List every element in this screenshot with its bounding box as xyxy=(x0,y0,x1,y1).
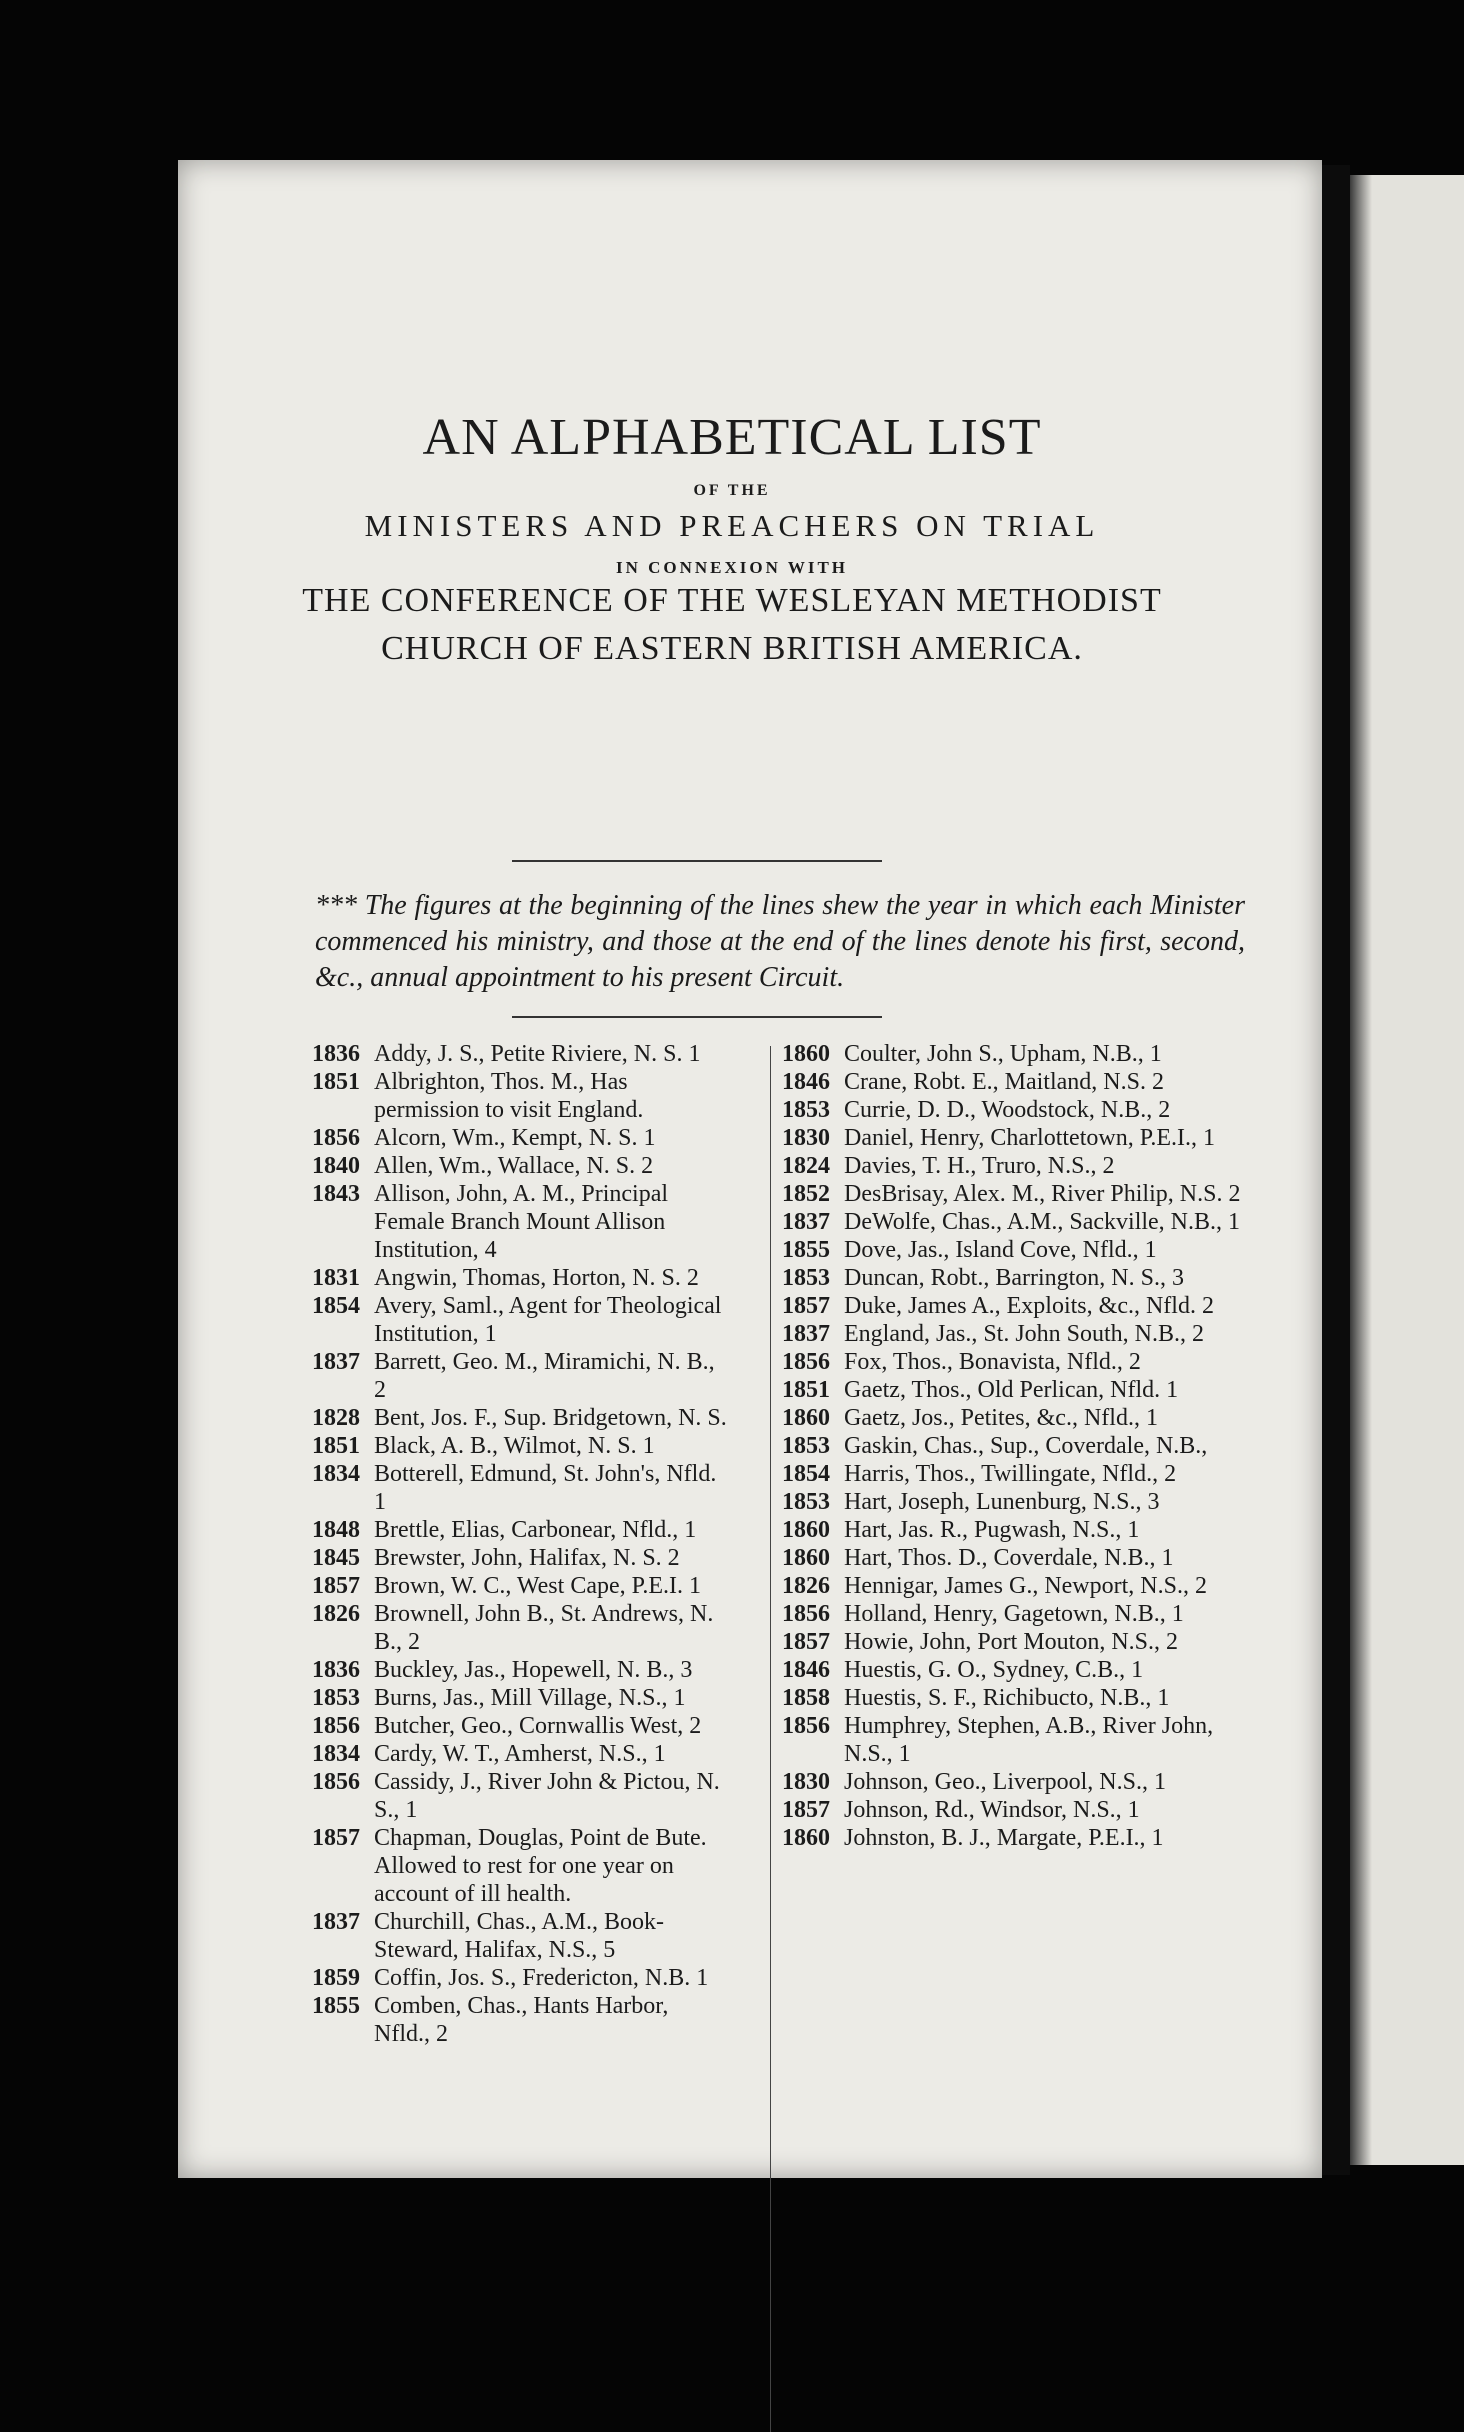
entry-year: 1851 xyxy=(312,1433,360,1459)
entry-year: 1857 xyxy=(782,1293,830,1319)
entry-year: 1851 xyxy=(312,1069,360,1095)
entry-year: 1837 xyxy=(312,1909,360,1935)
list-item xyxy=(782,1068,1258,1096)
conference-line-1: THE CONFERENCE OF THE WESLEYAN METHODIST xyxy=(302,582,1162,619)
list-item xyxy=(782,1516,1258,1544)
list-item xyxy=(782,1404,1258,1432)
entry-text: Crane, Robt. E., Maitland, N.S. 2 xyxy=(844,1069,1164,1095)
entry-text: DeWolfe, Chas., A.M., Sackville, N.B., 1 xyxy=(844,1209,1241,1235)
entry-text: Addy, J. S., Petite Riviere, N. S. 1 xyxy=(374,1041,701,1067)
top-rule xyxy=(512,860,882,862)
connexion-line: IN CONNEXION WITH xyxy=(615,558,849,577)
entry-year: 1837 xyxy=(312,1349,360,1375)
entry-year: 1837 xyxy=(782,1321,830,1347)
entry-year: 1857 xyxy=(782,1797,830,1823)
entry-text: Brettle, Elias, Carbonear, Nfld., 1 xyxy=(374,1517,697,1543)
entry-text: Butcher, Geo., Cornwallis West, 2 xyxy=(374,1713,702,1739)
list-item xyxy=(782,1264,1258,1292)
entry-year: 1836 xyxy=(312,1657,360,1683)
entry-year: 1840 xyxy=(312,1153,360,1179)
entry-text: Hart, Joseph, Lunenburg, N.S., 3 xyxy=(844,1489,1160,1515)
entry-year: 1856 xyxy=(782,1349,830,1375)
of-the-line: OF THE xyxy=(693,482,771,499)
entry-year: 1836 xyxy=(312,1041,360,1067)
entry-year: 1830 xyxy=(782,1125,830,1151)
entry-text: Currie, D. D., Woodstock, N.B., 2 xyxy=(844,1097,1171,1123)
list-item xyxy=(782,1460,1258,1488)
entry-year: 1859 xyxy=(312,1965,360,1991)
list-item xyxy=(782,1208,1258,1236)
entry-text: Davies, T. H., Truro, N.S., 2 xyxy=(844,1153,1115,1179)
entry-year: 1854 xyxy=(782,1461,830,1487)
entry-text: Johnson, Geo., Liverpool, N.S., 1 xyxy=(844,1769,1166,1795)
entry-text: Humphrey, Stephen, A.B., River John, N.S., 1 xyxy=(844,1713,1214,1767)
list-item xyxy=(312,1124,728,1152)
entry-year: 1843 xyxy=(312,1181,360,1207)
entry-year: 1860 xyxy=(782,1545,830,1571)
list-item xyxy=(782,1376,1258,1404)
column-divider xyxy=(770,1046,771,2432)
entry-text: Bent, Jos. F., Sup. Bridgetown, N. S. xyxy=(374,1405,727,1431)
list-item xyxy=(782,1320,1258,1348)
entry-text: Brownell, John B., St. Andrews, N. B., 2 xyxy=(374,1601,714,1655)
entry-text: Holland, Henry, Gagetown, N.B., 1 xyxy=(844,1601,1184,1627)
entry-year: 1824 xyxy=(782,1153,830,1179)
list-item xyxy=(782,1796,1258,1824)
entry-text: Brewster, John, Halifax, N. S. 2 xyxy=(374,1545,680,1571)
entry-year: 1853 xyxy=(782,1265,830,1291)
bottom-rule xyxy=(512,1016,882,1018)
list-item xyxy=(782,1600,1258,1628)
entry-text: Albrighton, Thos. M., Has permission to visit England. xyxy=(374,1069,644,1123)
entry-text: Johnson, Rd., Windsor, N.S., 1 xyxy=(844,1797,1140,1823)
list-item xyxy=(312,1572,728,1600)
entry-text: DesBrisay, Alex. M., River Philip, N.S. 2 xyxy=(844,1181,1241,1207)
list-item xyxy=(312,1964,728,1992)
list-item xyxy=(312,1908,728,1964)
entry-year: 1845 xyxy=(312,1545,360,1571)
entry-year: 1858 xyxy=(782,1685,830,1711)
list-item xyxy=(782,1124,1258,1152)
entry-text: Coffin, Jos. S., Fredericton, N.B. 1 xyxy=(374,1965,709,1991)
entry-text: Howie, John, Port Mouton, N.S., 2 xyxy=(844,1629,1179,1655)
entry-text: Fox, Thos., Bonavista, Nfld., 2 xyxy=(844,1349,1141,1375)
entry-text: Harris, Thos., Twillingate, Nfld., 2 xyxy=(844,1461,1177,1487)
entry-year: 1855 xyxy=(782,1237,830,1263)
entry-text: Duncan, Robt., Barrington, N. S., 3 xyxy=(844,1265,1184,1291)
list-item xyxy=(782,1236,1258,1264)
entry-year: 1854 xyxy=(312,1293,360,1319)
entry-year: 1856 xyxy=(312,1713,360,1739)
list-item xyxy=(782,1544,1258,1572)
list-item xyxy=(782,1684,1258,1712)
entry-year: 1855 xyxy=(312,1993,360,2019)
page-title: AN ALPHABETICAL LIST xyxy=(422,409,1042,466)
list-item xyxy=(312,1712,728,1740)
entry-text: Avery, Saml., Agent for Theological Institution, 1 xyxy=(374,1293,722,1347)
list-item xyxy=(312,1068,728,1124)
list-item xyxy=(312,1516,728,1544)
entry-text: Johnston, B. J., Margate, P.E.I., 1 xyxy=(844,1825,1164,1851)
list-item xyxy=(312,1432,728,1460)
entry-year: 1856 xyxy=(782,1713,830,1739)
list-item xyxy=(312,1152,728,1180)
list-item xyxy=(782,1180,1258,1208)
entry-text: Barrett, Geo. M., Miramichi, N. B., 2 xyxy=(374,1349,715,1403)
entry-year: 1828 xyxy=(312,1405,360,1431)
list-item xyxy=(312,1656,728,1684)
entry-text: Hart, Thos. D., Coverdale, N.B., 1 xyxy=(844,1545,1174,1571)
entry-text: Allen, Wm., Wallace, N. S. 2 xyxy=(374,1153,654,1179)
list-item xyxy=(312,1992,728,2048)
list-item xyxy=(312,1292,728,1348)
list-item xyxy=(782,1628,1258,1656)
list-item xyxy=(312,1404,728,1432)
list-item xyxy=(312,1684,728,1712)
list-item xyxy=(782,1712,1258,1768)
list-item xyxy=(782,1152,1258,1180)
entry-text: Daniel, Henry, Charlottetown, P.E.I., 1 xyxy=(844,1125,1216,1151)
entry-year: 1834 xyxy=(312,1741,360,1767)
entry-year: 1846 xyxy=(782,1069,830,1095)
entry-year: 1830 xyxy=(782,1769,830,1795)
list-item xyxy=(312,1544,728,1572)
entry-year: 1856 xyxy=(312,1125,360,1151)
entry-year: 1857 xyxy=(312,1573,360,1599)
entry-text: Botterell, Edmund, St. John's, Nfld. 1 xyxy=(374,1461,717,1515)
entry-year: 1826 xyxy=(312,1601,360,1627)
entry-text: Duke, James A., Exploits, &c., Nfld. 2 xyxy=(844,1293,1214,1319)
entry-text: Buckley, Jas., Hopewell, N. B., 3 xyxy=(374,1657,693,1683)
list-item xyxy=(782,1572,1258,1600)
entry-year: 1860 xyxy=(782,1517,830,1543)
list-item xyxy=(312,1180,728,1264)
list-item xyxy=(782,1096,1258,1124)
list-item xyxy=(782,1656,1258,1684)
list-item xyxy=(312,1768,728,1824)
entry-year: 1837 xyxy=(782,1209,830,1235)
entry-year: 1826 xyxy=(782,1573,830,1599)
entry-year: 1834 xyxy=(312,1461,360,1487)
list-item xyxy=(312,1460,728,1516)
adjacent-page-edge xyxy=(1350,175,1372,2165)
entry-text: Gaskin, Chas., Sup., Coverdale, N.B., xyxy=(844,1433,1208,1459)
entry-text: Chapman, Douglas, Point de Bute. Allowed to rest for one year on account of ill health. xyxy=(374,1825,707,1907)
entry-text: Alcorn, Wm., Kempt, N. S. 1 xyxy=(374,1125,656,1151)
entry-year: 1856 xyxy=(782,1601,830,1627)
list-item xyxy=(782,1292,1258,1320)
entry-text: Angwin, Thomas, Horton, N. S. 2 xyxy=(374,1265,699,1291)
list-item xyxy=(312,1600,728,1656)
entry-text: Dove, Jas., Island Cove, Nfld., 1 xyxy=(844,1237,1157,1263)
entry-year: 1831 xyxy=(312,1265,360,1291)
entry-year: 1852 xyxy=(782,1181,830,1207)
entry-text: Huestis, S. F., Richibucto, N.B., 1 xyxy=(844,1685,1170,1711)
entry-year: 1860 xyxy=(782,1041,830,1067)
entry-year: 1848 xyxy=(312,1517,360,1543)
entry-year: 1846 xyxy=(782,1657,830,1683)
entry-text: England, Jas., St. John South, N.B., 2 xyxy=(844,1321,1205,1347)
list-item xyxy=(782,1768,1258,1796)
right-column-list xyxy=(782,1040,1258,1852)
entry-year: 1860 xyxy=(782,1825,830,1851)
entry-year: 1853 xyxy=(782,1433,830,1459)
entry-year: 1853 xyxy=(312,1685,360,1711)
entry-text: Churchill, Chas., A.M., Book-Steward, Halifax, N.S., 5 xyxy=(374,1909,665,1963)
list-item xyxy=(782,1432,1258,1460)
entry-text: Gaetz, Thos., Old Perlican, Nfld. 1 xyxy=(844,1377,1179,1403)
entry-year: 1857 xyxy=(782,1629,830,1655)
entry-text: Allison, John, A. M., Principal Female Branch Mount Allison Institution, 4 xyxy=(374,1181,669,1263)
entry-year: 1856 xyxy=(312,1769,360,1795)
entry-year: 1851 xyxy=(782,1377,830,1403)
list-item xyxy=(312,1264,728,1292)
entry-text: Comben, Chas., Hants Harbor, Nfld., 2 xyxy=(374,1993,669,2047)
left-column-list xyxy=(312,1040,728,2048)
explanatory-note: *** The figures at the beginning of the lines shew the year in which each Minister commenced his ministry, and those at the end of the lines denote his first, second, &c., annual appointment to his present Circuit. xyxy=(315,890,1245,993)
entry-text: Burns, Jas., Mill Village, N.S., 1 xyxy=(374,1685,686,1711)
entry-text: Hart, Jas. R., Pugwash, N.S., 1 xyxy=(844,1517,1140,1543)
list-item xyxy=(312,1348,728,1404)
list-item xyxy=(782,1824,1258,1852)
list-item xyxy=(782,1040,1258,1068)
entry-text: Gaetz, Jos., Petites, &c., Nfld., 1 xyxy=(844,1405,1158,1431)
entry-year: 1853 xyxy=(782,1489,830,1515)
entry-text: Cassidy, J., River John & Pictou, N. S., 1 xyxy=(374,1769,720,1823)
ministers-heading: MINISTERS AND PREACHERS ON TRIAL xyxy=(364,508,1100,543)
list-item xyxy=(312,1824,728,1908)
entry-text: Coulter, John S., Upham, N.B., 1 xyxy=(844,1041,1162,1067)
list-item xyxy=(312,1740,728,1768)
entry-text: Brown, W. C., West Cape, P.E.I. 1 xyxy=(374,1573,701,1599)
conference-line-2: CHURCH OF EASTERN BRITISH AMERICA. xyxy=(381,630,1083,667)
list-item xyxy=(782,1488,1258,1516)
entry-text: Black, A. B., Wilmot, N. S. 1 xyxy=(374,1433,655,1459)
entry-text: Hennigar, James G., Newport, N.S., 2 xyxy=(844,1573,1207,1599)
entry-year: 1853 xyxy=(782,1097,830,1123)
list-item xyxy=(312,1040,728,1068)
entry-year: 1860 xyxy=(782,1405,830,1431)
entry-text: Cardy, W. T., Amherst, N.S., 1 xyxy=(374,1741,666,1767)
entry-text: Huestis, G. O., Sydney, C.B., 1 xyxy=(844,1657,1144,1683)
list-item xyxy=(782,1348,1258,1376)
entry-year: 1857 xyxy=(312,1825,360,1851)
